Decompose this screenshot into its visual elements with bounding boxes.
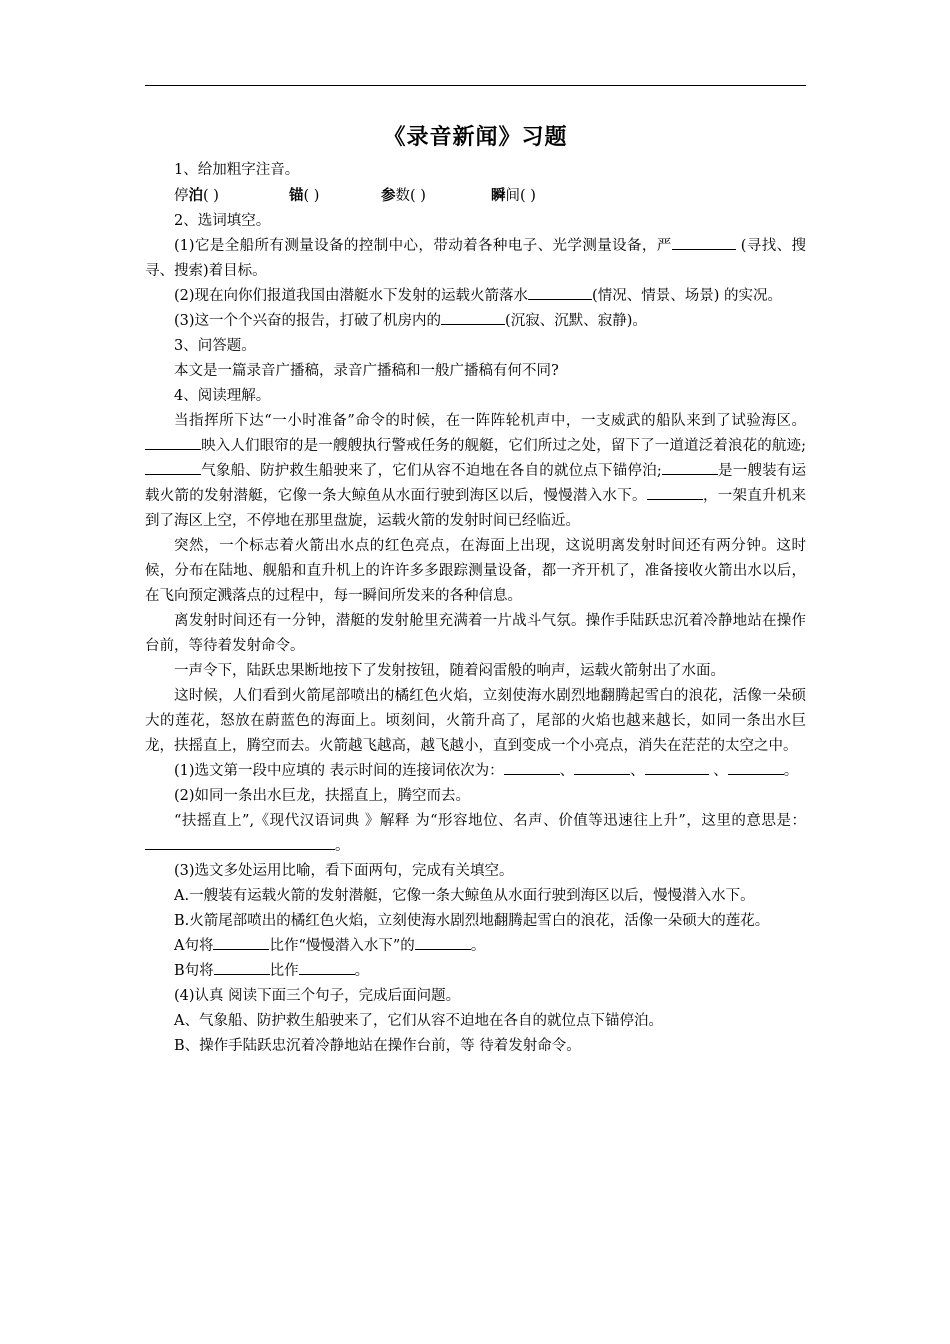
blank (213, 935, 269, 950)
sub4-sentence-b: B、操作手陆跃忠沉着冷静地站在操作台前，等 待着发射命令。 (174, 1038, 581, 1054)
sub-question-3: (3)选文多处运用比喻，看下面两句，完成有关填空。 (174, 863, 514, 879)
q3-text: 本文是一篇录音广播稿，录音广播稿和一般广播稿有何不同? (174, 363, 559, 379)
q1-item-1: 停泊( ) (174, 187, 219, 204)
q2-heading: 2、选词填空。 (174, 213, 271, 229)
fill-a: A句将 比作“慢慢潜入水下”的 。 (145, 934, 806, 959)
sentence-a: A.一艘装有运载火箭的发射潜艇，它像一条大鲸鱼从水面行驶到海区以后，慢慢潜入水下。 (174, 888, 755, 904)
blank (672, 235, 736, 250)
q1-item-3: 参数( ) (381, 187, 426, 204)
page-title: 《录音新闻》习题 (383, 124, 568, 150)
sub-question-1: (1)选文第一段中应填的 表示时间的连接词依次为： 、 、 、 。 (145, 759, 806, 784)
blank (647, 485, 703, 500)
reading-paragraph-1: 当指挥所下达“一小时准备”命令的时候，在一阵阵轮机声中，一支威武的船队来到了试验海区。映入人们眼帘的是一艘艘执行警戒任务的舰艇，它们所过之处，留下了一道道泛着浪花的航迹;气象船、防护救生船驶来了，它们从容不迫地在各自的就位点下锚停泊; 是一艘装有运载火箭的发射潜艇，它像一条大鲸鱼从水面行驶到海区以后，慢慢潜入水下。 ，一架直升机来到了海区上空，不停地在那里盘旋，运载火箭的发射时间已经临近。 (145, 413, 807, 529)
q2-sentence-3: (3)这一个个兴奋的报告，打破了机房内的 (沉寂、沉默、寂静)。 (145, 309, 806, 334)
blank (574, 760, 630, 775)
blank (145, 835, 335, 850)
q1-item-4: 瞬间( ) (491, 187, 536, 204)
blank (645, 760, 709, 775)
sub4-sentence-a: A、气象船、防护救生船驶来了，它们从容不迫地在各自的就位点下锚停泊。 (174, 1013, 663, 1029)
q1-heading: 1、给加粗字注音。 (174, 162, 300, 178)
header-rule (145, 85, 806, 86)
reading-paragraph-5: 这时候，人们看到火箭尾部喷出的橘红色火焰，立刻使海水剧烈地翻腾起雪白的浪花，活像一朵硕大的莲花，怒放在蔚蓝色的海面上。顷刻间，火箭升高了，尾部的火焰也越来越长，如同一条出水巨龙，扶摇直上，腾空而去。火箭越飞越高，越飞越小，直到变成一个小亮点，消失在茫茫的太空之中。 (145, 688, 806, 754)
q3-heading: 3、问答题。 (174, 338, 256, 354)
q1-items (145, 183, 806, 209)
reading-paragraph-3: 离发射时间还有一分钟，潜艇的发射舱里充满着一片战斗气氛。操作手陆跃忠沉着冷静地站在操作台前，等待着发射命令。 (145, 613, 806, 654)
document-body (145, 158, 806, 1059)
sentence-b: B.火箭尾部喷出的橘红色火焰，立刻使海水剧烈地翻腾起雪白的浪花，活像一朵硕大的莲花。 (174, 913, 770, 929)
reading-paragraph-4: 一声令下，陆跃忠果断地按下了发射按钮，随着闷雷般的响声，运载火箭射出了水面。 (174, 663, 725, 679)
fill-b: B句将 比作 。 (145, 959, 806, 984)
blank (214, 960, 270, 975)
blank (504, 760, 560, 775)
q2-sentence-2: (2)现在向你们报道我国由潜艇水下发射的运载火箭落水 (情况、情景、场景) 的实况。 (145, 284, 806, 309)
blank (728, 760, 784, 775)
q1-item-2: 锚( ) (289, 187, 320, 204)
q2-sentence-1: (1)它是全船所有测量设备的控制中心，带动着各种电子、光学测量设备，严 (寻找、搜寻、搜索)着目标。 (145, 234, 806, 284)
blank (299, 960, 355, 975)
blank (145, 435, 201, 450)
sub-question-2-text: “扶摇直上”,《现代汉语词典 》解释 为“形容地位、名声、价值等迅速往上升”，这里的意思是：。 (145, 809, 806, 859)
sub-question-2: (2)如同一条出水巨龙，扶摇直上，腾空而去。 (174, 788, 471, 804)
q4-heading: 4、阅读理解。 (174, 388, 271, 404)
blank (662, 460, 718, 475)
sub-question-4: (4)认真 阅读下面三个句子，完成后面问题。 (174, 988, 461, 1004)
reading-paragraph-2: 突然，一个标志着火箭出水点的红色亮点，在海面上出现，这说明离发射时间还有两分钟。这时候，分布在陆地、舰船和直升机上的许许多多跟踪测量设备，都一齐开机了，准备接收火箭出水以后，在飞向预定溅落点的过程中，每一瞬间所发来的各种信息。 (145, 538, 806, 604)
blank (441, 310, 505, 325)
blank (415, 935, 471, 950)
blank (528, 285, 592, 300)
blank (145, 460, 201, 475)
